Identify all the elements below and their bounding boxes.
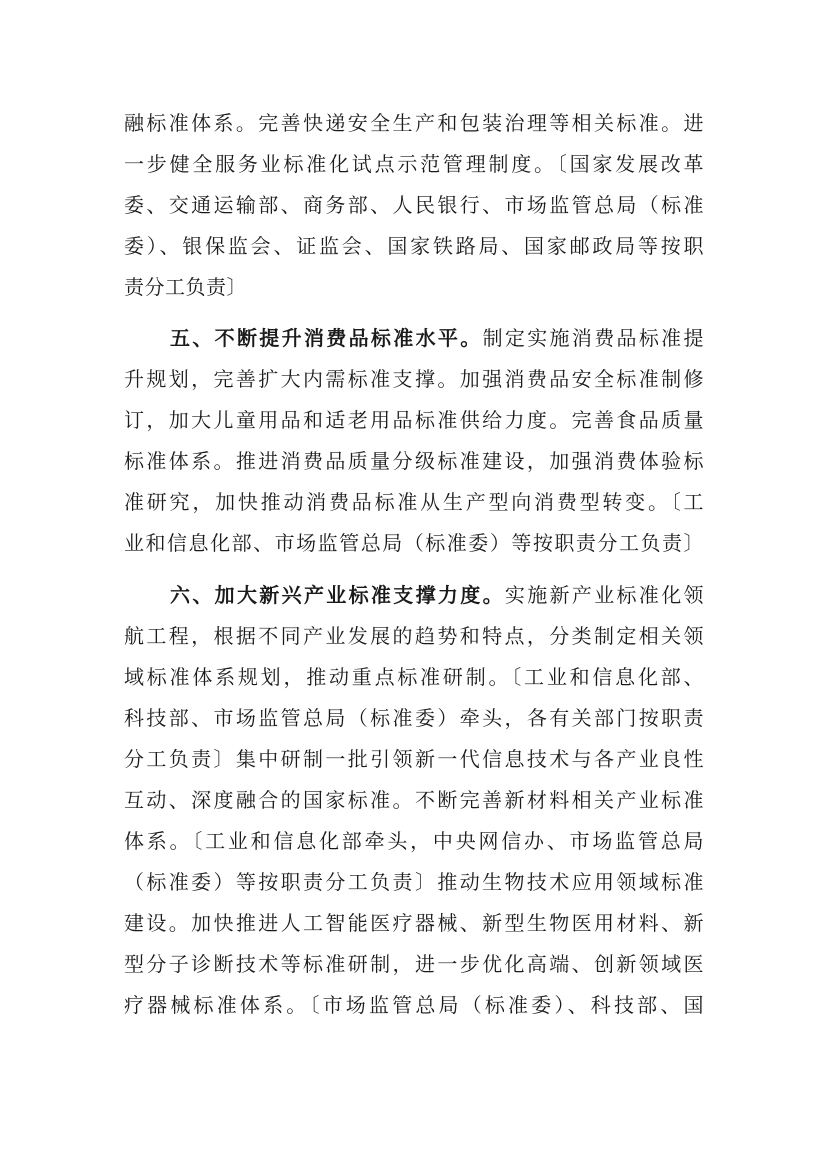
- text-line: 升规划，完善扩大内需标准支撑。加强消费品安全标准制修: [124, 367, 704, 391]
- section-6-first-line-text: 实施新产业标准化领: [504, 583, 705, 607]
- section-5-first-line-text: 制定实施消费品标准提: [482, 326, 705, 350]
- text-line: 科技部、市场监管总局（标准委）牵头，各有关部门按职责: [124, 706, 704, 730]
- text-line: 分工负责〕集中研制一批引领新一代信息技术与各产业良性: [124, 747, 704, 771]
- text-line: 责分工负责〕: [124, 275, 247, 299]
- text-line: 航工程，根据不同产业发展的趋势和特点，分类制定相关领: [124, 624, 704, 648]
- text-line: 一步健全服务业标准化试点示范管理制度。〔国家发展改革: [124, 152, 704, 176]
- text-line: 融标准体系。完善快递安全生产和包装治理等相关标准。进: [124, 111, 704, 135]
- text-line: 建设。加快推进人工智能医疗器械、新型生物医用材料、新: [124, 911, 704, 935]
- text-line: 订，加大儿童用品和适老用品标准供给力度。完善食品质量: [124, 408, 704, 432]
- text-line: 业和信息化部、市场监管总局（标准委）等按职责分工负责〕: [124, 531, 704, 555]
- text-line: 体系。〔工业和信息化部牵头，中央网信办、市场监管总局: [124, 829, 704, 853]
- text-line: 标准体系。推进消费品质量分级标准建设，加强消费体验标: [124, 449, 704, 473]
- text-line: 委、交通运输部、商务部、人民银行、市场监管总局（标准: [124, 193, 704, 217]
- text-line: 疗器械标准体系。〔市场监管总局（标准委）、科技部、国: [124, 993, 704, 1017]
- text-line: 委）、银保监会、证监会、国家铁路局、国家邮政局等按职: [124, 234, 704, 258]
- section-5-first-line: [170, 318, 704, 358]
- text-line: 准研究，加快推动消费品标准从生产型向消费型转变。〔工: [124, 490, 704, 514]
- text-line: 域标准体系规划，推动重点标准研制。〔工业和信息化部、: [124, 665, 704, 689]
- section-5-heading: 五、不断提升消费品标准水平。: [170, 326, 483, 350]
- text-line: 互动、深度融合的国家标准。不断完善新材料相关产业标准: [124, 788, 704, 812]
- text-line: 型分子诊断技术等标准研制，进一步优化高端、创新领域医: [124, 952, 704, 976]
- section-6-heading: 六、加大新兴产业标准支撑力度。: [170, 583, 505, 607]
- section-6-first-line: [170, 575, 704, 615]
- text-line: （标准委）等按职责分工负责〕推动生物技术应用领域标准: [124, 870, 704, 894]
